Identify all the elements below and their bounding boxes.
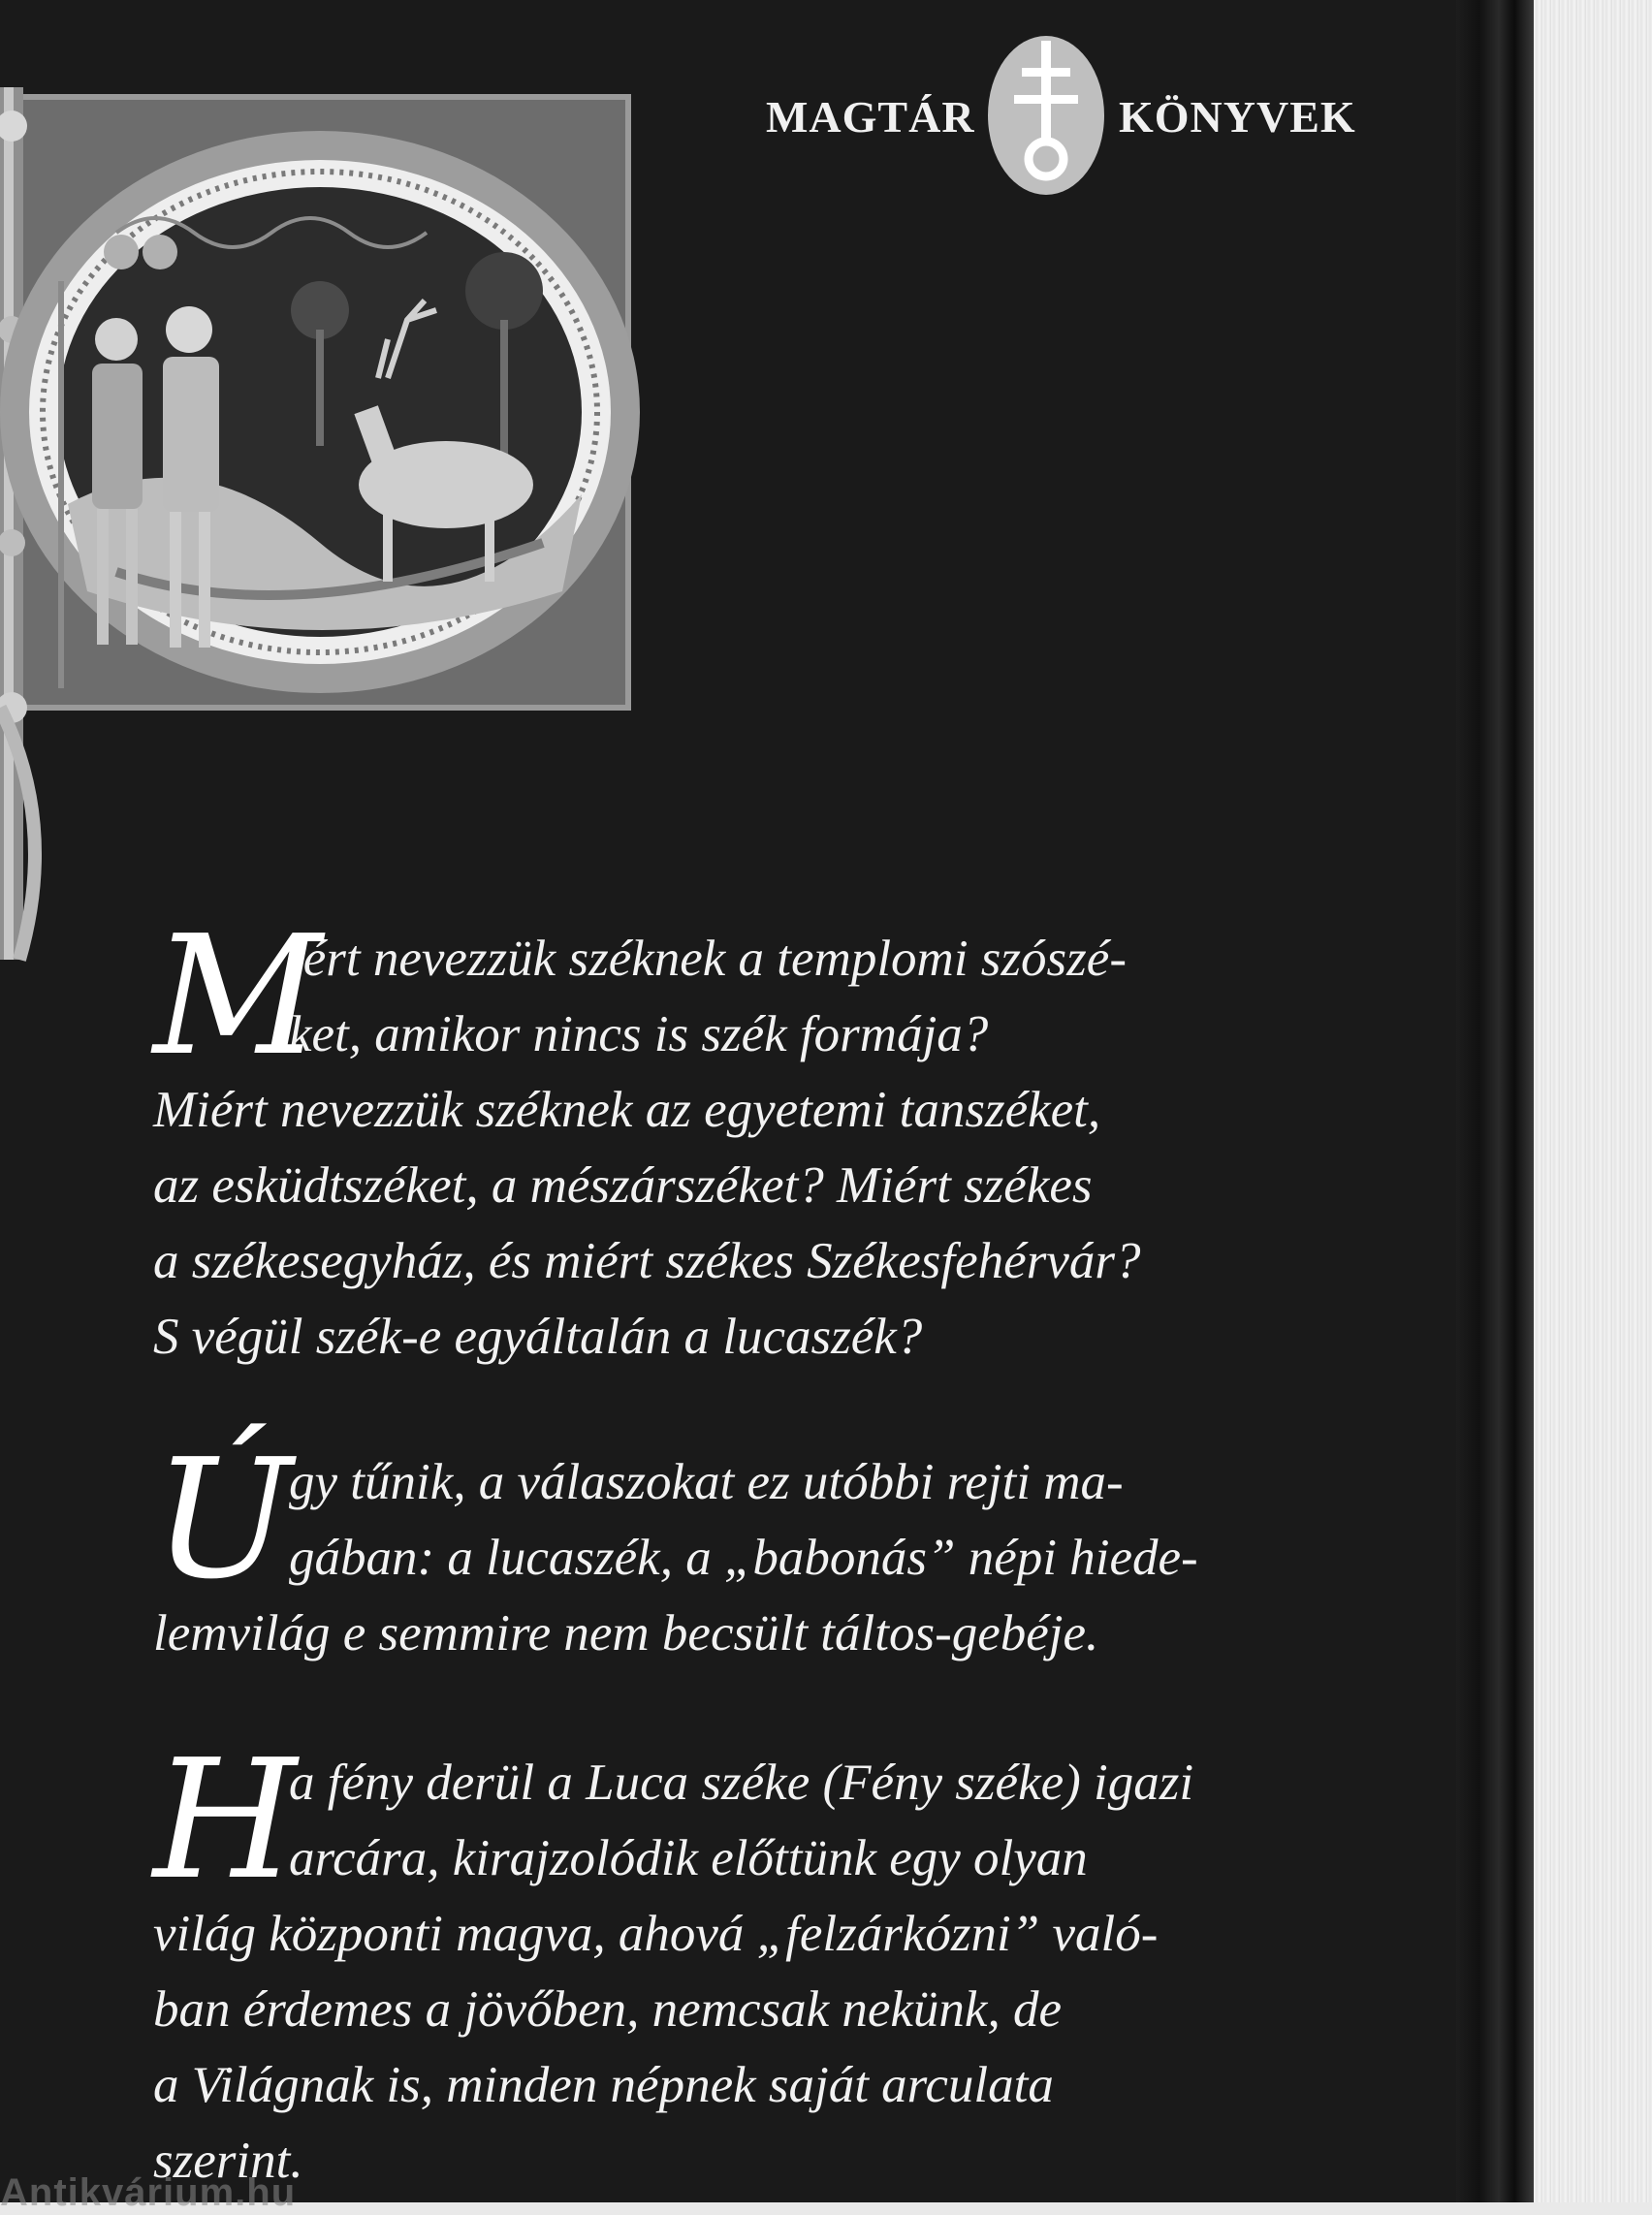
text-line: lemvilág e semmire nem becsült táltos-gebéje. [153,1605,1099,1661]
text-line: világ központi magva, ahová „felzárkózni” való- [153,1906,1159,1962]
text-line: szerint. [153,2133,303,2189]
drop-cap: M [153,901,323,1092]
text-line: arcára, kirajzolódik előttünk egy olyan [289,1830,1088,1886]
text-line: a székesegyház, és miért székes Székesfehérvár? [153,1233,1141,1289]
text-line: a fény derül a Luca széke (Fény széke) igazi [289,1755,1194,1811]
paragraph-3 [153,1725,1375,2199]
text-line: S végül szék-e egyáltalán a lucaszék? [153,1309,923,1365]
text-line: ket, amikor nincs is szék formája? [289,1006,989,1062]
text-line: az esküdtszéket, a mészárszéket? Miért székes [153,1157,1093,1214]
paper-background [1534,0,1652,2202]
text-line: Miért nevezzük széknek az egyetemi tanszéket, [153,1082,1101,1138]
text-line: gában: a lucaszék, a „babonás” népi hiede- [289,1530,1198,1586]
cover-edge [1456,0,1534,2202]
text-line: a Világnak is, minden népnek saját arculata [153,2057,1054,2113]
paragraph-1 [153,901,1375,1375]
text-line: iért nevezzük széknek a templomi szószé- [289,931,1127,987]
paragraph-2 [153,1424,1375,1671]
double-cross-icon [987,35,1105,196]
medieval-illumination-image [0,87,640,969]
publisher-name-left: MAGTÁR [766,92,975,142]
text-line: gy tűnik, a válaszokat ez utóbbi rejti ma- [289,1454,1124,1510]
text-line: ban érdemes a jövőben, nemcsak nekünk, de [153,1981,1062,2038]
publisher-logo [766,35,1357,200]
watermark: Antikvárium.hu [0,2171,297,2214]
drop-cap: H [153,1725,298,1916]
drop-cap: Ú [153,1424,293,1616]
publisher-name-right: KÖNYVEK [1119,92,1356,142]
